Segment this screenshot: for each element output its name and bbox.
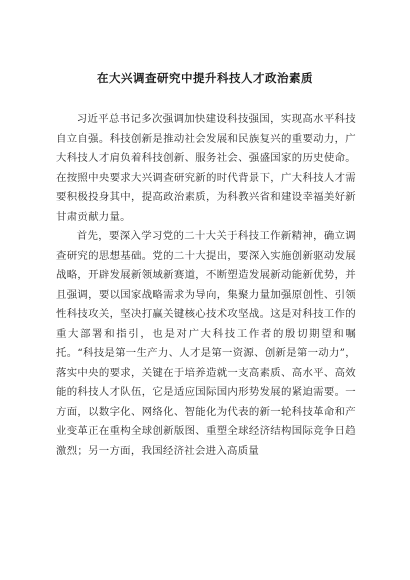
document-body xyxy=(56,110,356,461)
document-title: 在大兴调查研究中提升科技人才政治素质 xyxy=(97,71,313,85)
paragraph-1: 习近平总书记多次强调加快建设科技强国，实现高水平科技自立自强。科技创新是推动社会发展和民族复兴的重要动力，广大科技人才肩负着科技创新、服务社会、强盛国家的历史使命。在按照中央要求大兴调查研究新的时代背景下，广大科技人才需要积极投身其中，提高政治素质，为科教兴省和建设幸福美好新甘肃贡献力量。 xyxy=(56,113,356,223)
paragraph-2: 首先，要深入学习党的二十大关于科技工作新精神，确立调查研究的思想基础。党的二十大提出，要深入实施创新驱动发展战略，开辟发展新领域新赛道，不断塑造发展新动能新优势，并且强调，要以国家战略需求为导向，集聚力量加强原创性、引领性科技攻关，坚决打赢关键核心技术攻坚战。这是对科技工作的重大部署和指引，也是对广大科技工作者的殷切期望和嘱托。“科技是第一生产力、人才是第一资源、创新是第一动力”，落实中央的要求，关键在于培养造就一支高素质、高水平、高效能的科技人才队伍，它是适应国际国内形势发展的紧迫需要。一方面，以数字化、网络化、智能化为代表的新一轮科技革命和产业变革正在重构全球创新版图、重塑全球经济结构国际竞争日趋激烈；另一方面，我国经济社会进入高质量 xyxy=(56,230,356,457)
